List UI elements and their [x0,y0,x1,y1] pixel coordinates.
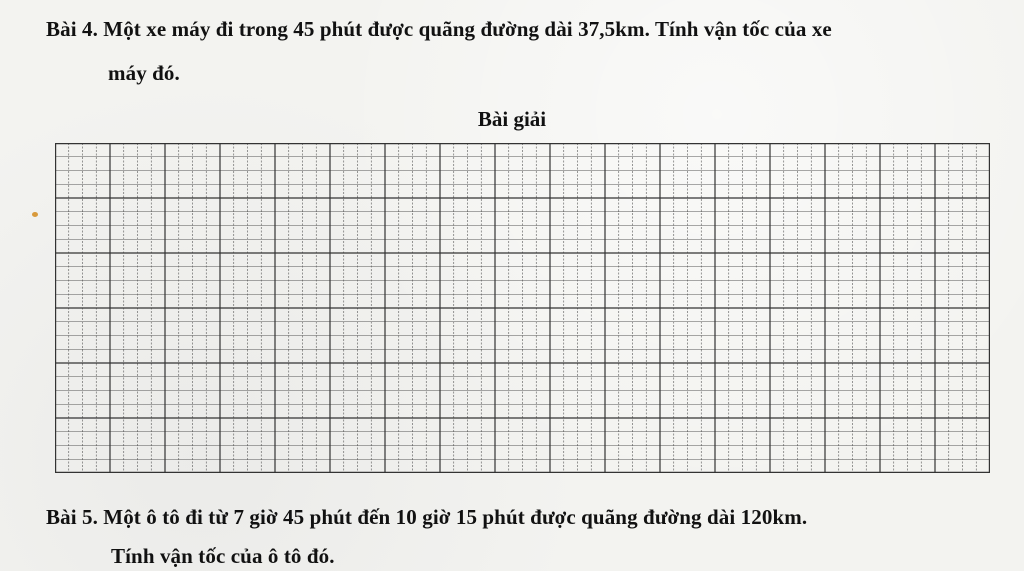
problem-4-text-line-1: Bài 4. Một xe máy đi trong 45 phút được quãng đường dài 37,5km. Tính vận tốc của xe [46,17,832,41]
answer-grid-lines [55,143,990,473]
stray-mark [32,212,38,217]
problem-5-text-line-2: Tính vận tốc của ô tô đó. [111,544,335,568]
solution-heading: Bài giải [477,107,547,131]
problem-4-text-line-2: máy đó. [108,61,180,85]
problem-5-text-line-1: Bài 5. Một ô tô đi từ 7 giờ 45 phút đến 10 giờ 15 phút được quãng đường dài 120km. [46,505,808,529]
answer-grid[interactable] [55,143,990,473]
